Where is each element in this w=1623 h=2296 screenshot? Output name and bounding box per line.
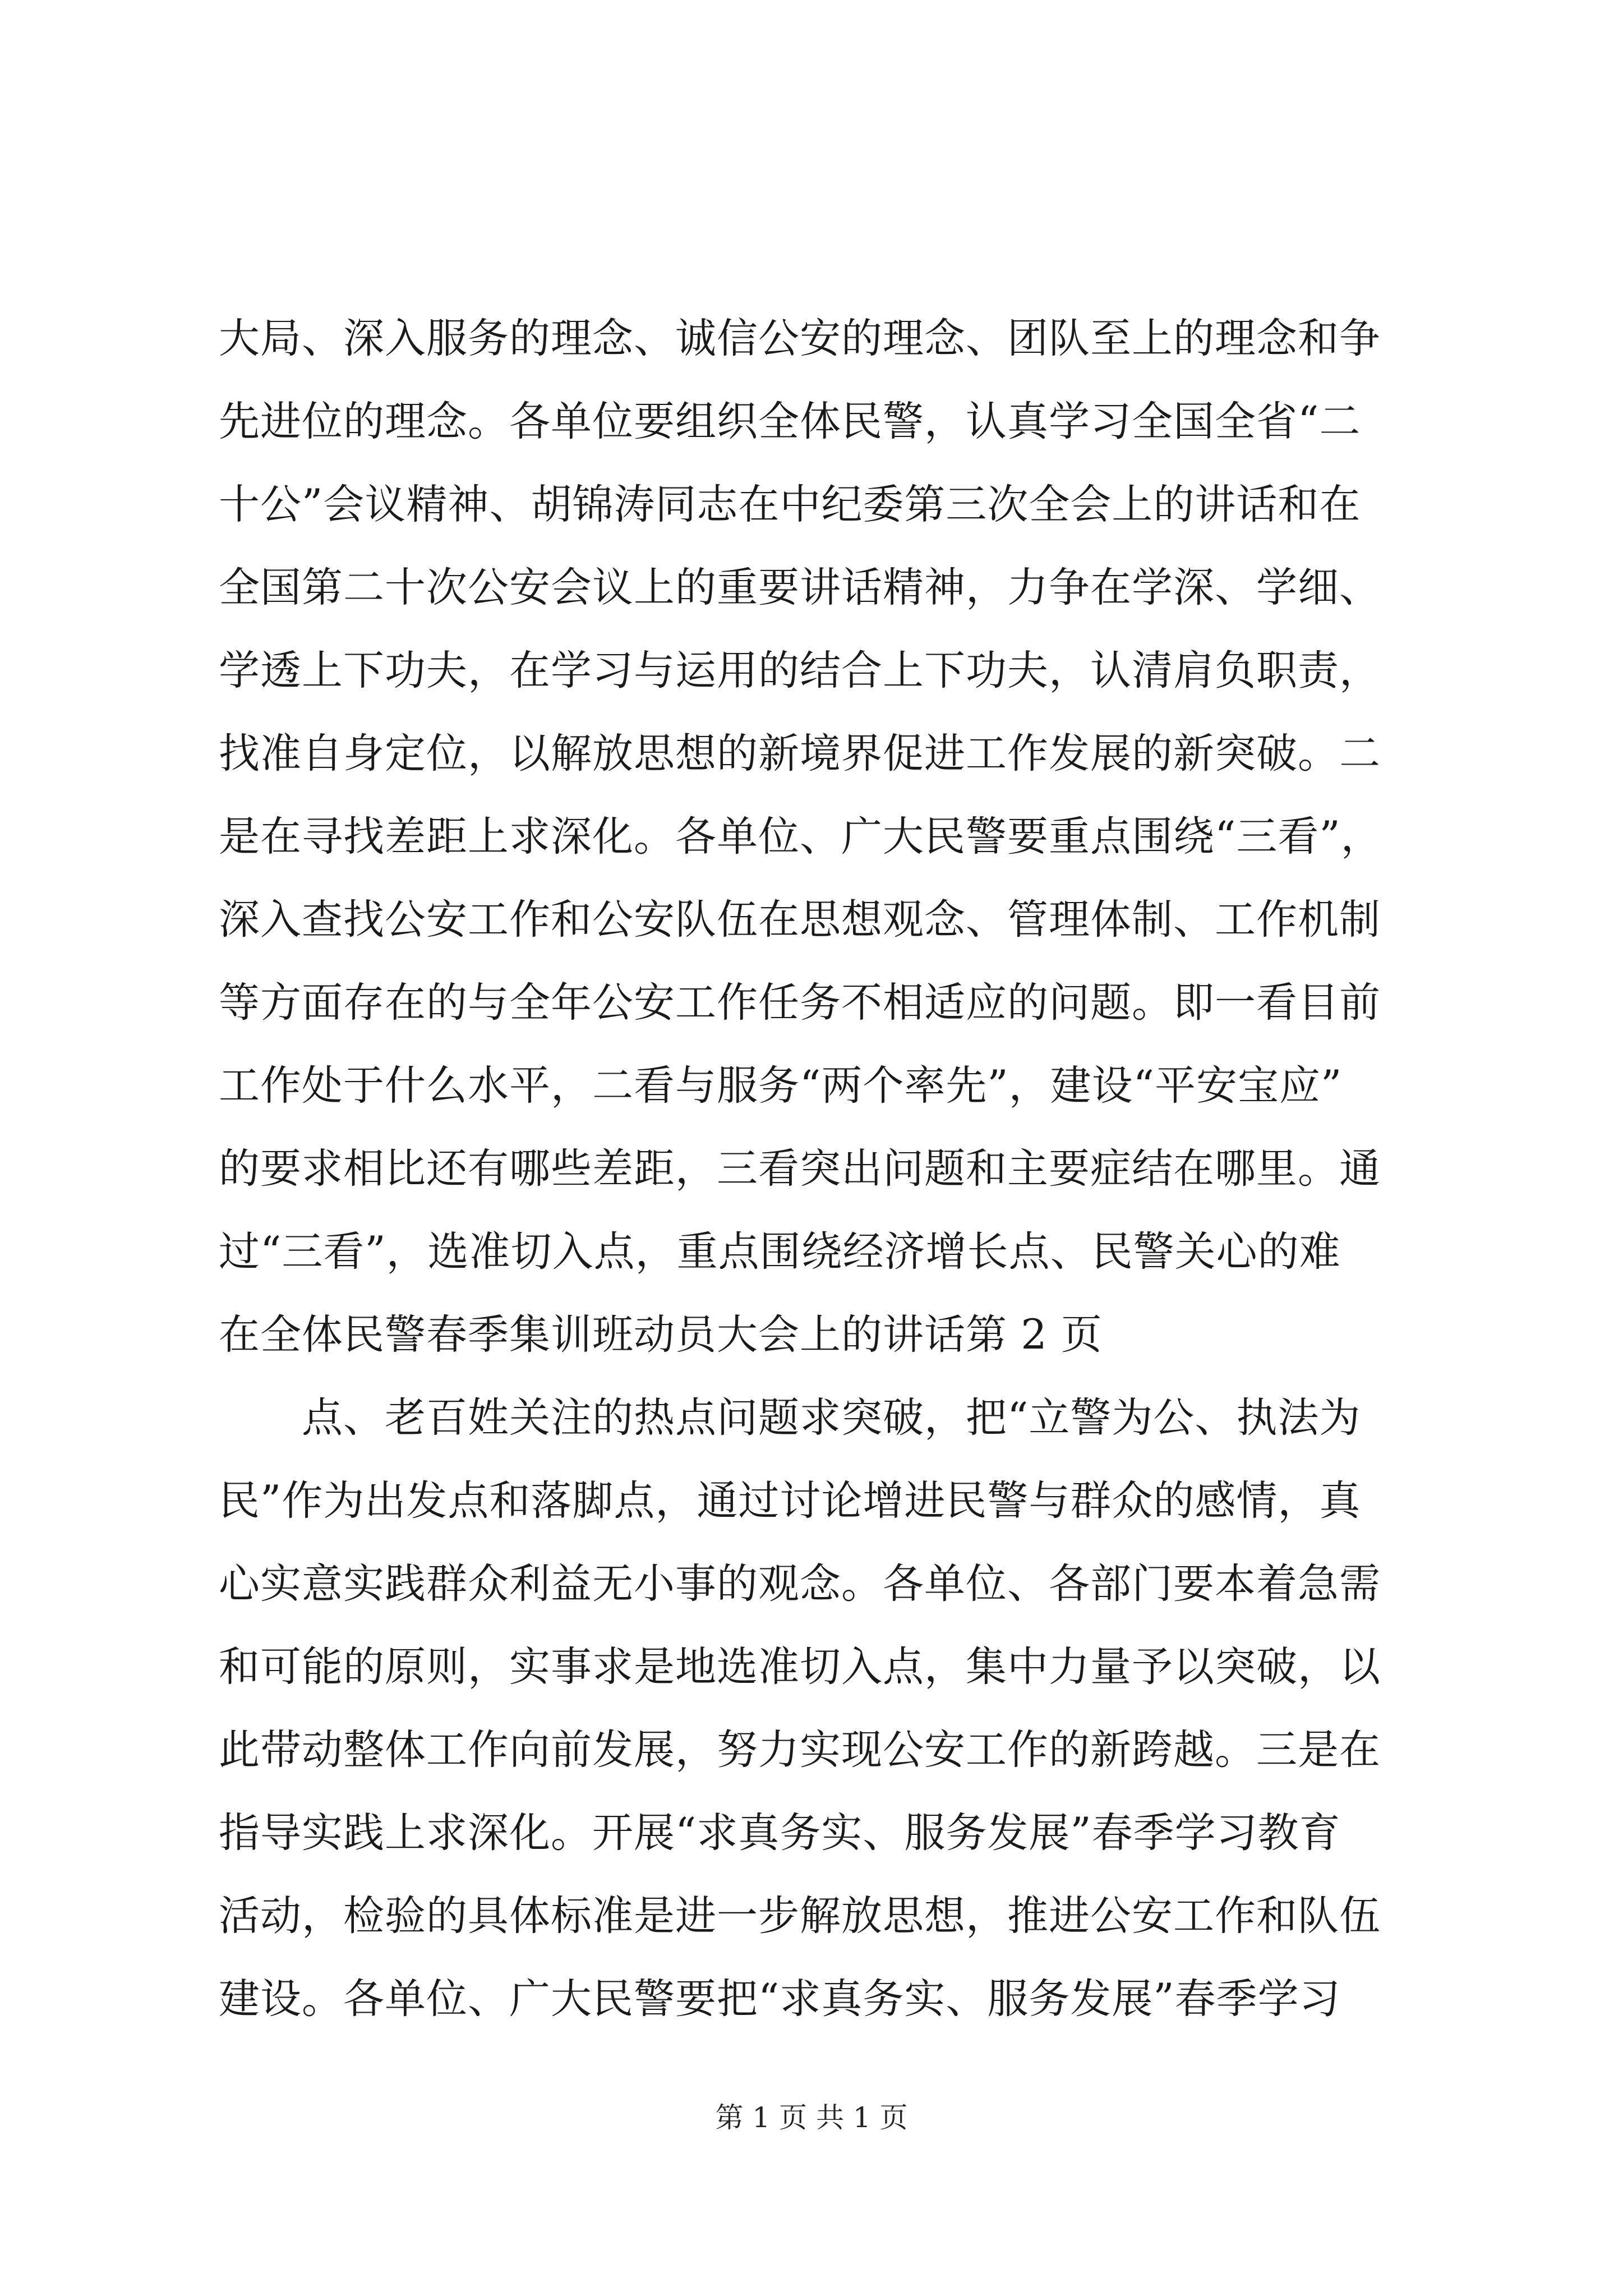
text-line: 和可能的原则，实事求是地选准切入点，集中力量予以突破，以 xyxy=(219,1643,1381,1691)
paragraph-first-line: 点、老百姓关注的热点问题求突破，把“立警为公、执法为 xyxy=(302,1394,1361,1442)
text-line: 十公”会议精神、胡锦涛同志在中纪委第三次全会上的讲话和在 xyxy=(219,481,1361,528)
text-line: 学透上下功夫，在学习与运用的结合上下功夫，认清肩负职责， xyxy=(219,647,1381,694)
text-line: 大局、深入服务的理念、诚信公安的理念、团队至上的理念和争 xyxy=(219,315,1381,362)
text-line: 活动，检验的具体标准是进一步解放思想，推进公安工作和队伍 xyxy=(219,1892,1381,1940)
text-line: 建设。各单位、广大民警要把“求真务实、服务发展”春季学习 xyxy=(219,1975,1341,2023)
text-line: 等方面存在的与全年公安工作任务不相适应的问题。即一看目前 xyxy=(219,979,1381,1027)
text-line: 深入查找公安工作和公安队伍在思想观念、管理体制、工作机制 xyxy=(219,896,1381,944)
text-line: 心实意实践群众利益无小事的观念。各单位、各部门要本着急需 xyxy=(219,1560,1381,1608)
page-footer: 第 1 页 共 1 页 xyxy=(715,2101,908,2134)
text-line: 此带动整体工作向前发展，努力实现公安工作的新跨越。三是在 xyxy=(219,1726,1381,1774)
text-line: 的要求相比还有哪些差距，三看突出问题和主要症结在哪里。通 xyxy=(219,1145,1381,1193)
body-text xyxy=(219,297,1419,2041)
text-line: 指导实践上求深化。开展“求真务实、服务发展”春季学习教育 xyxy=(219,1809,1341,1857)
text-line: 全国第二十次公安会议上的重要讲话精神，力争在学深、学细、 xyxy=(219,564,1381,611)
text-line: 是在寻找差距上求深化。各单位、广大民警要重点围绕“三看”， xyxy=(219,813,1382,861)
text-line: 找准自身定位，以解放思想的新境界促进工作发展的新突破。二 xyxy=(219,730,1381,777)
text-line: 工作处于什么水平，二看与服务“两个率先”，建设“平安宝应” xyxy=(219,1062,1343,1110)
source-title-line: 在全体民警春季集训班动员大会上的讲话第 2 页 xyxy=(219,1311,1103,1359)
text-line: 民”作为出发点和落脚点，通过讨论增进民警与群众的感情，真 xyxy=(219,1477,1361,1525)
text-line: 过“三看”，选准切入点，重点围绕经济增长点、民警关心的难 xyxy=(219,1228,1341,1276)
text-line: 先进位的理念。各单位要组织全体民警，认真学习全国全省“二 xyxy=(219,398,1361,445)
